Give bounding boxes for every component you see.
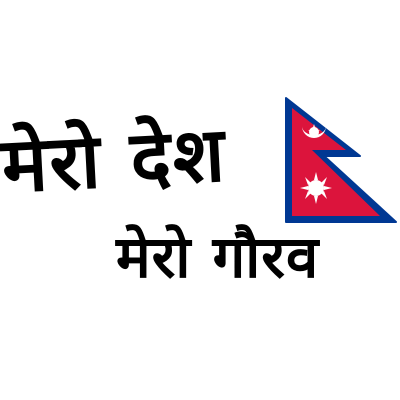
slogan-line-my-country: मेरो देश bbox=[0, 109, 229, 210]
nepal-flag-icon bbox=[282, 96, 400, 226]
slogan-line-my-pride: मेरो गौरव bbox=[116, 223, 320, 291]
